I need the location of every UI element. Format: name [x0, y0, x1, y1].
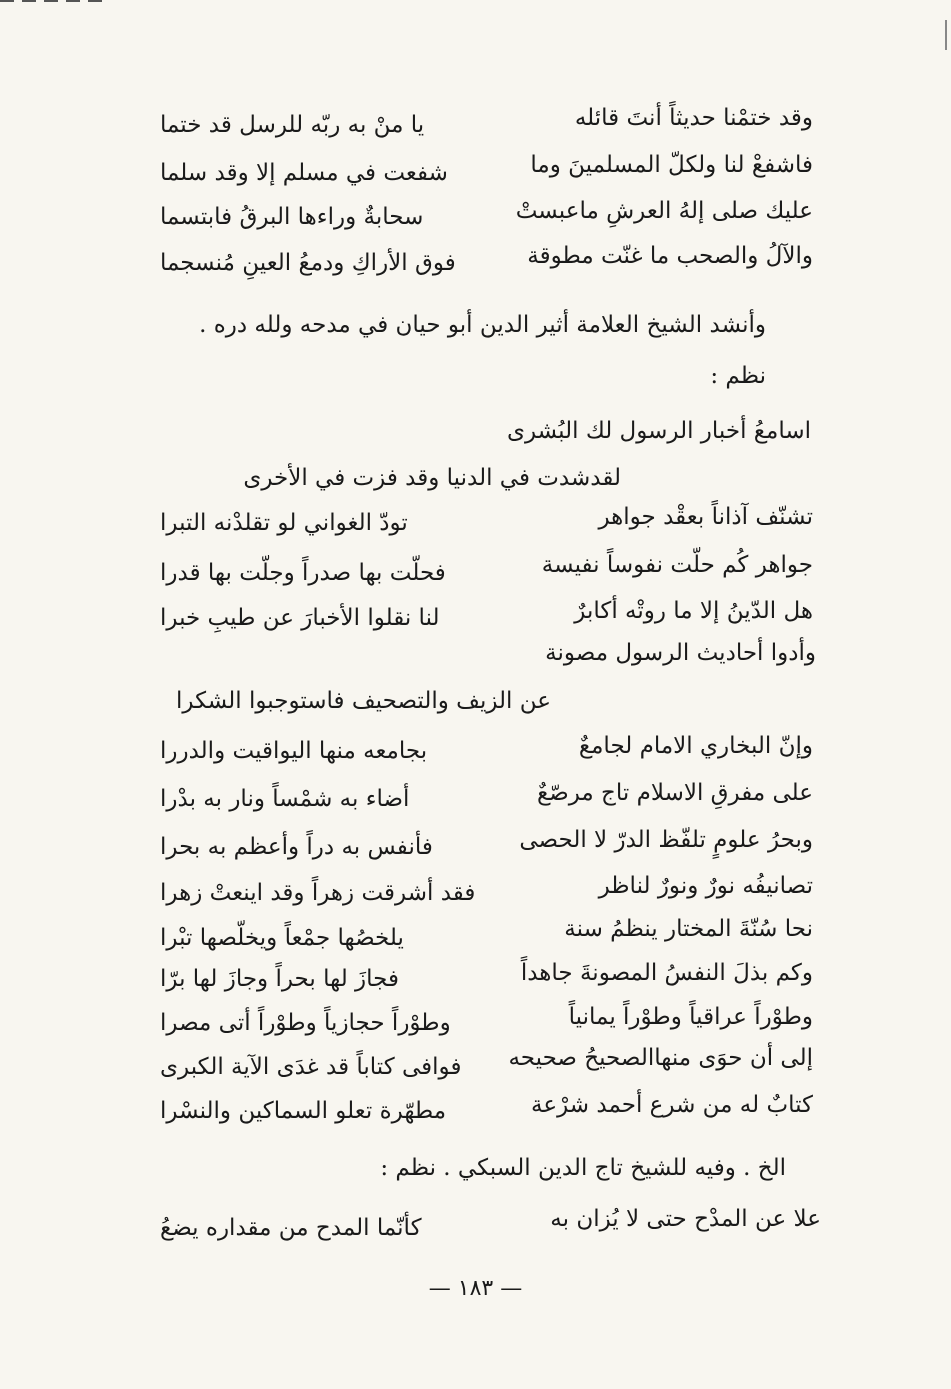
scan-edge-mark: [945, 20, 947, 50]
page-number: — ١٨٣ —: [428, 1276, 523, 1301]
verse-hemistich-right: وبحرُ علومٍ تلفّظ الدرّ لا الحصى: [519, 827, 813, 853]
verse-hemistich-left: فوق الأراكِ ودمعُ العينِ مُنسجما: [160, 250, 456, 276]
verse-split-first: وأدوا أحاديث الرسول مصونة: [545, 640, 816, 666]
verse-hemistich-left: بجامعه منها اليواقيت والدررا: [160, 738, 428, 764]
verse-hemistich-left: يلخصُها جمْعاً ويخلّصها تبْرا: [160, 925, 404, 951]
verse-hemistich-right: وإنّ البخاري الامام لجامعٌ: [578, 733, 813, 759]
verse-opening-first: اسامعُ أخبار الرسول لك البُشرى: [506, 418, 811, 444]
verse-hemistich-left: فحلّت بها صدراً وجلّت بها قدرا: [160, 560, 446, 586]
verse-hemistich-left: فأنفس به دراً وأعظم به بحرا: [160, 834, 433, 860]
verse-hemistich-left: مطهّرة تعلو السماكين والنسْرا: [160, 1098, 447, 1124]
verse-hemistich-right: هل الدّينُ إلا ما روتْه أكابرٌ: [574, 598, 813, 624]
verse-hemistich-left: لنا نقلوا الأخبارَ عن طيبِ خبرا: [160, 605, 440, 631]
verse-hemistich-right: والآلُ والصحب ما غنّت مطوقة: [527, 243, 813, 269]
verse-hemistich-left: فجازَ لها بحراً وجازَ لها برّا: [160, 966, 399, 992]
verse-hemistich-left: أضاء به شمْساً ونار به بدْرا: [160, 786, 410, 812]
verse-hemistich-left: شفعت في مسلم إلا وقد سلما: [160, 160, 448, 186]
verse-hemistich-left: سحابةٌ وراءها البرقُ فابتسما: [160, 204, 424, 230]
intro-line-2: الخ . وفيه للشيخ تاج الدين السبكي . نظم :: [380, 1155, 786, 1181]
verse-hemistich-left: وطوْراً حجازياً وطوْراً أتى مصرا: [160, 1010, 451, 1036]
verse-hemistich-right: نحا سُنّةَ المختار ينظمُ سنة: [564, 916, 813, 942]
scan-top-rule: [0, 0, 110, 2]
verse-hemistich-right: كتابٌ له من شرع أحمد شرْعة: [531, 1092, 813, 1118]
verse-hemistich-right: إلى أن حوَى منهاالصحيحُ صحيحه: [508, 1045, 813, 1071]
verse-hemistich-right: وكم بذلَ النفسُ المصونةَ جاهداً: [520, 960, 813, 986]
verse-hemistich-left: تودّ الغواني لو تقلدْنه التبرا: [160, 510, 408, 536]
verse-hemistich-right: جواهر كُم حلّت نفوساً نفيسة: [541, 552, 813, 578]
intro-line: وأنشد الشيخ العلامة أثير الدين أبو حيان في مدحه ولله دره .: [199, 312, 766, 338]
verse-hemistich-left: فوافى كتاباً قد غدَى الآية الكبرى: [160, 1054, 462, 1080]
verse-hemistich-left: يا منْ به ربّه للرسل قد ختما: [160, 112, 425, 138]
verse-hemistich-right: وقد ختمْنا حديثاً أنتَ قائله: [574, 105, 813, 131]
verse-hemistich-right: علا عن المدْح حتى لا يُزان به: [550, 1206, 821, 1232]
verse-hemistich-left: فقد أشرقت زهراً وقد اينعتْ زهرا: [160, 880, 476, 906]
verse-hemistich-right: عليك صلى إلهُ العرشِ ماعبستْ: [515, 198, 813, 224]
verse-hemistich-right: تشنّف آذاناً بعقْد جواهر: [598, 504, 813, 530]
verse-split-second: عن الزيف والتصحيف فاستوجبوا الشكرا: [176, 688, 551, 714]
verse-opening-second: لقدشدت في الدنيا وقد فزت في الأخرى: [243, 465, 621, 491]
verse-hemistich-right: على مفرقِ الاسلام تاج مرصّعٌ: [536, 780, 813, 806]
verse-hemistich-right: فاشفعْ لنا ولكلّ المسلمينَ وما: [530, 152, 813, 178]
verse-hemistich-right: تصانيفُه نورٌ ونورٌ لناظر: [598, 873, 813, 899]
nazm-label: نظم :: [710, 363, 766, 389]
verse-hemistich-left: كأنّما المدح من مقداره يضعُ: [160, 1215, 422, 1241]
verse-hemistich-right: وطوْراً عراقياً وطوْراً يمانياً: [568, 1004, 813, 1030]
